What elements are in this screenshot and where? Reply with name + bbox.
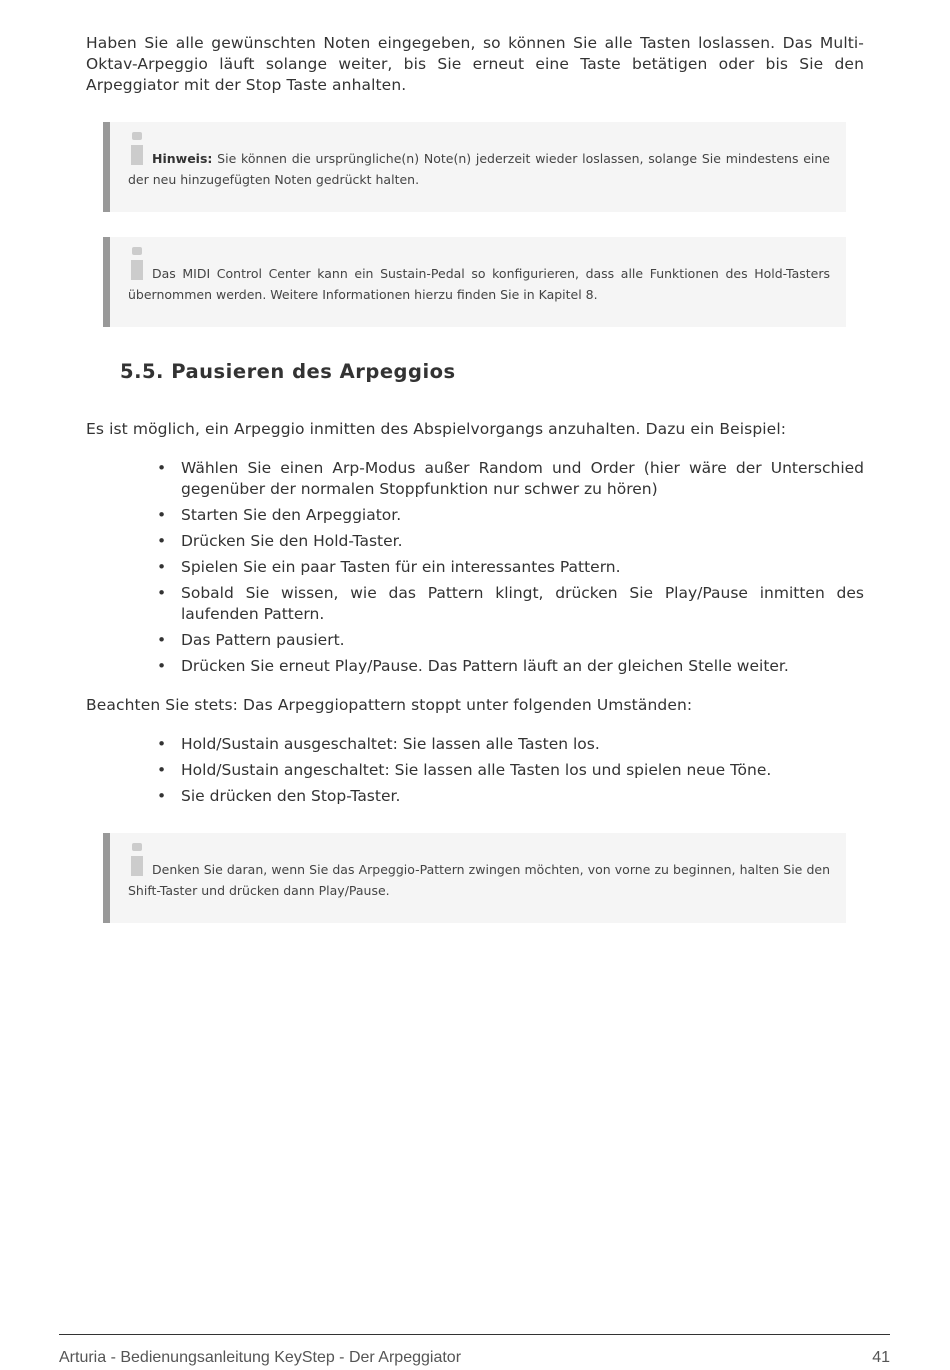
footer-title: Arturia - Bedienungsanleitung KeyStep - Der Arpeggiator <box>59 1349 462 1366</box>
list-item: • Spielen Sie ein paar Tasten für ein interessantes Pattern. <box>157 557 864 578</box>
footer-divider <box>59 1334 890 1335</box>
note-text: Denken Sie daran, wenn Sie das Arpeggio-Pattern zwingen möchten, von vorne zu beginnen, halten Sie den Shift-Taster und drücken dann Play/Pause. <box>128 862 830 898</box>
stop-intro: Beachten Sie stets: Das Arpeggiopattern stoppt unter folgenden Umständen: <box>86 696 693 714</box>
list-item: • Drücken Sie erneut Play/Pause. Das Pattern läuft an der gleichen Stelle weiter. <box>157 656 864 677</box>
page-number: 41 <box>872 1349 890 1366</box>
list-item: • Hold/Sustain angeschaltet: Sie lassen alle Tasten los und spielen neue Töne. <box>157 760 864 781</box>
list-item: • Drücken Sie den Hold-Taster. <box>157 531 864 552</box>
steps-list <box>157 458 864 682</box>
list-item: • Das Pattern pausiert. <box>157 630 864 651</box>
list-item: • Starten Sie den Arpeggiator. <box>157 505 864 526</box>
info-note <box>103 237 846 327</box>
list-item: • Hold/Sustain ausgeschaltet: Sie lassen alle Tasten los. <box>157 734 864 755</box>
info-note <box>103 833 846 923</box>
note-text: Das MIDI Control Center kann ein Sustain-Pedal so konfigurieren, dass alle Funktionen des Hold-Tasters übernommen werden. Weitere Informationen hierzu finden Sie in Kapitel 8. <box>128 266 830 302</box>
section-heading: 5.5. Pausieren des Arpeggios <box>120 360 456 383</box>
note-text: Sie können die ursprüngliche(n) Note(n) jederzeit wieder loslassen, solange Sie mindestens eine der neu hinzugefügten Noten gedrückt halten. <box>128 151 830 187</box>
section-intro: Es ist möglich, ein Arpeggio inmitten des Abspielvorgangs anzuhalten. Dazu ein Beispiel: <box>86 420 787 438</box>
list-item: • Sie drücken den Stop-Taster. <box>157 786 864 807</box>
list-item: • Wählen Sie einen Arp-Modus außer Random und Order (hier wäre der Unterschied gegenüber der normalen Stoppfunktion nur schwer zu hören) <box>157 458 864 500</box>
list-item: • Sobald Sie wissen, wie das Pattern klingt, drücken Sie Play/Pause inmitten des laufenden Pattern. <box>157 583 864 625</box>
info-note <box>103 122 846 212</box>
intro-paragraph: Haben Sie alle gewünschten Noten eingegeben, so können Sie alle Tasten loslassen. Das Multi-Oktav-Arpeggio läuft solange weiter, bis Sie erneut eine Taste betätigen oder bis Sie den Arpeggiator mit der Stop Taste anhalten. <box>86 34 864 94</box>
note-label: Hinweis: <box>152 151 213 166</box>
stop-conditions-list <box>157 734 864 812</box>
